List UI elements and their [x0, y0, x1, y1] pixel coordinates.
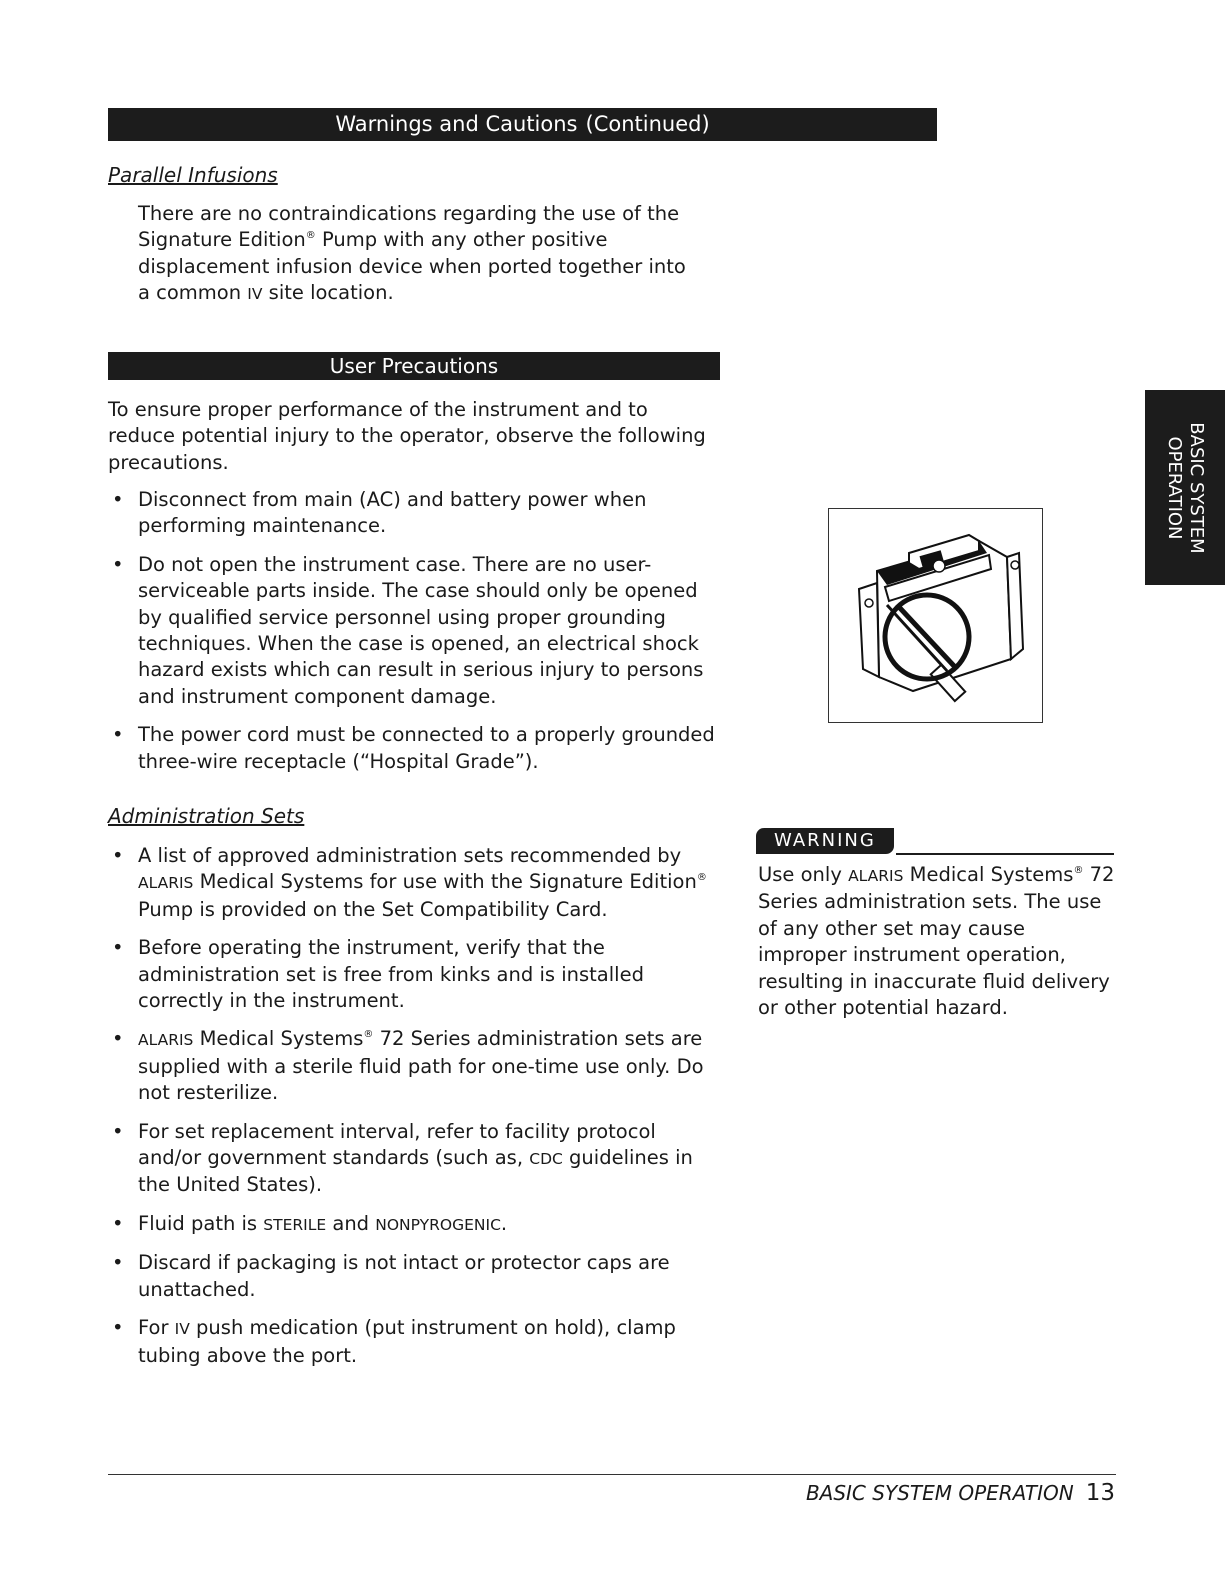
footer-section-title: BASIC SYSTEM OPERATION — [805, 1481, 1074, 1505]
list-item: • Disconnect from main (AC) and battery power when performing maintenance. — [112, 488, 647, 538]
list-item: • ALARIS Medical Systems® 72 Series administration sets are supplied with a sterile fluid path for one-time use only. Do not resterilize. — [112, 1027, 704, 1105]
warning-text: Use only ALARIS Medical Systems® 72 Series administration sets. The use of any other set may cause improper instrument operation, resulting in inaccurate fluid delivery or other potential hazard. — [758, 863, 1115, 1020]
list-item: • Discard if packaging is not intact or protector caps are unattached. — [112, 1251, 670, 1301]
list-item: • A list of approved administration sets recommended by ALARIS Medical Systems for use with the Signature Edition® Pump is provided on the Set Compatibility Card. — [112, 844, 707, 921]
section-continued: (Continued) — [585, 112, 710, 136]
page-number: 13 — [1085, 1480, 1115, 1506]
administration-sets-list — [108, 843, 718, 1381]
list-item: • Do not open the instrument case. There are no user-serviceable parts inside. The case should only be opened by qualified service personnel using proper grounding techniques. When the case is opened, an electrical shock hazard exists which can result in serious injury to persons and instrument component damage. — [112, 552, 704, 708]
list-item: • For set replacement interval, refer to facility protocol and/or government standards (such as, CDC guidelines in the United States). — [112, 1119, 693, 1197]
warning-label: WARNING — [756, 828, 894, 854]
administration-sets-heading: Administration Sets — [108, 804, 305, 828]
side-tab-label: BASIC SYSTEM OPERATION — [1164, 421, 1207, 554]
user-precautions-bar — [108, 352, 720, 380]
parallel-infusions-heading: Parallel Infusions — [108, 163, 278, 187]
page-footer — [806, 1480, 1115, 1506]
user-precautions-intro: To ensure proper performance of the instrument and to reduce potential injury to the operator, observe the following precautions. — [108, 398, 706, 474]
list-item: • The power cord must be connected to a properly grounded three-wire receptacle (“Hospital Grade”). — [112, 723, 715, 773]
user-precautions-list — [108, 487, 718, 787]
warning-header — [756, 828, 1114, 856]
section-side-tab — [1145, 390, 1225, 585]
list-item: • Before operating the instrument, verify that the administration set is free from kinks and is installed correctly in the instrument. — [112, 936, 644, 1013]
section-title: Warnings and Cautions — [335, 112, 578, 136]
list-item: • Fluid path is STERILE and NONPYROGENIC. — [112, 1211, 508, 1235]
pump-no-screwdriver-icon — [829, 509, 1042, 722]
footer-divider — [108, 1474, 1116, 1475]
list-item: • For IV push medication (put instrument on hold), clamp tubing above the port. — [112, 1316, 676, 1367]
user-precautions-title: User Precautions — [329, 354, 499, 378]
parallel-infusions-text: There are no contraindications regarding the use of the Signature Edition® Pump with any other positive displacement infusion device when ported together into a common IV site location. — [138, 202, 686, 305]
do-not-open-case-illustration — [828, 508, 1043, 723]
section-header-bar — [108, 108, 937, 141]
warning-rule — [896, 853, 1114, 855]
